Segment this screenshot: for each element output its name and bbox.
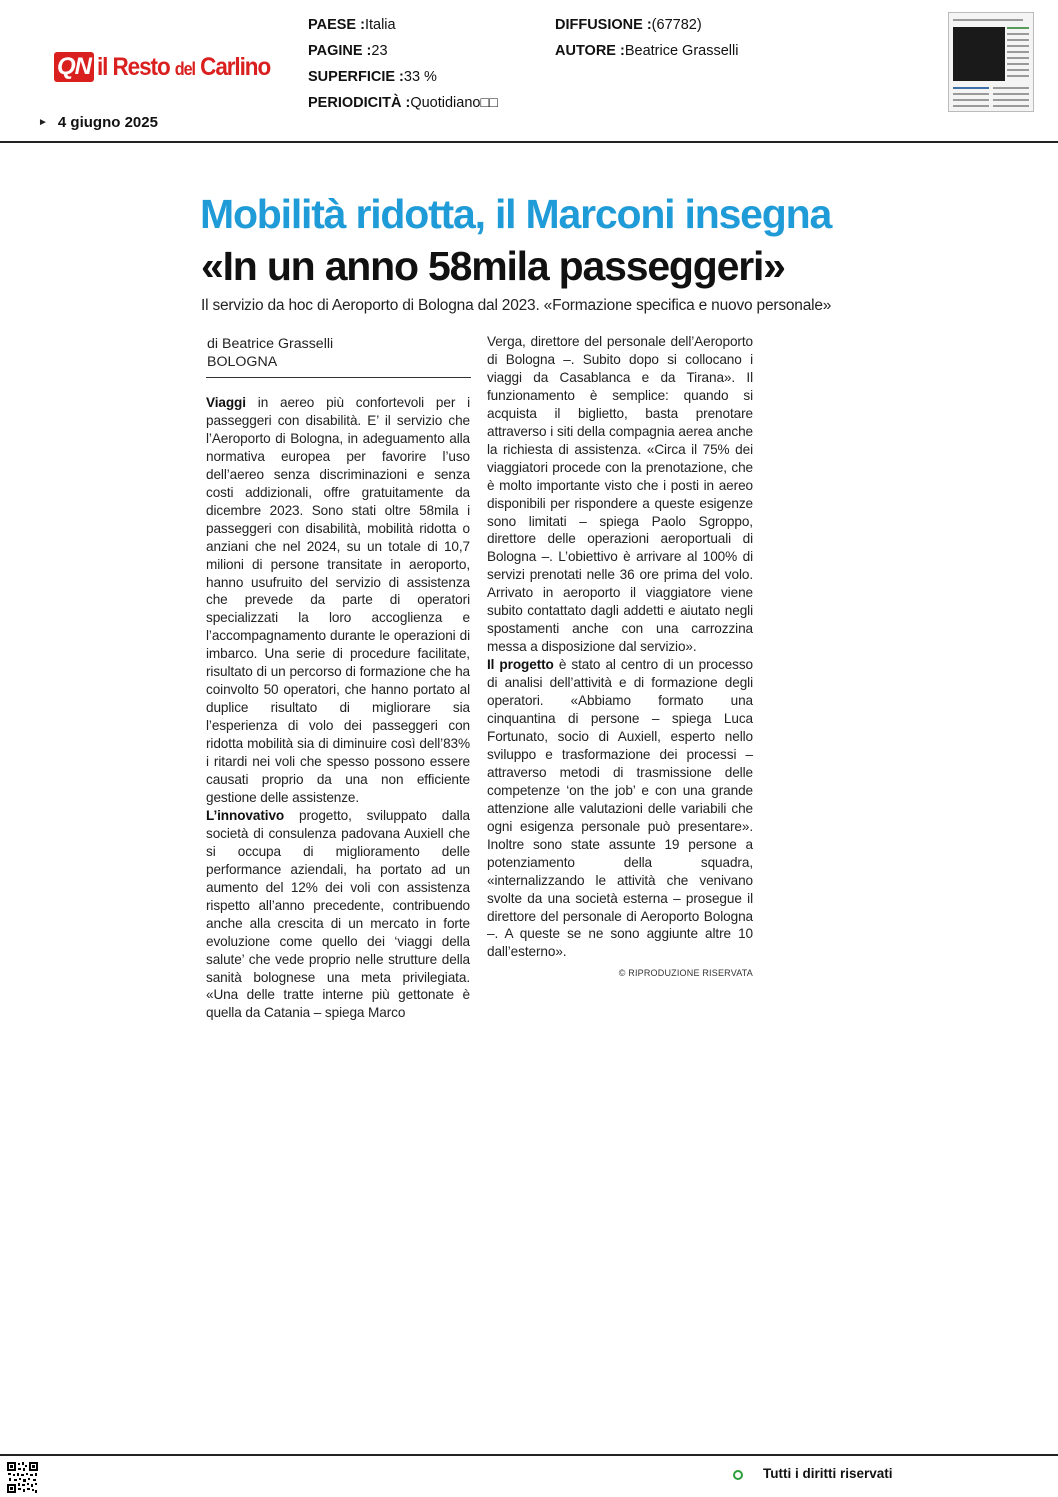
byline-divider	[206, 377, 471, 378]
page-thumbnail	[948, 12, 1034, 112]
newspaper-logo	[54, 50, 289, 84]
meta-periodicita: PERIODICITÀ :Quotidiano□□	[308, 95, 498, 111]
paragraph: Il progetto è stato al centro di un processo di analisi dell’attività e di formazione degli operatori. «Abbiamo formato una cinquantina di persone – spiega Luca Fortunato, socio di Auxiell, esperto nello sviluppo e trasformazione dei processi – attraverso metodi di trasmissione delle competenze ‘on the job’ e con una grande attenzione alle valutazioni delle variabili che ogni esigenza personale può presentare». Inoltre sono state assunte 19 persone a potenziamento della squadra, «internalizzando le attività che venivano svolte da una società esterna – prosegue il direttore del personale di Aeroporto Bologna –. A queste se ne sono aggiunte altre 10 dall’esterno».	[487, 657, 753, 960]
article-subtitle: Il servizio da hoc di Aeroporto di Bologna dal 2023. «Formazione specifica e nuovo personale»	[201, 297, 832, 314]
byline-author: di Beatrice Grasselli	[207, 336, 334, 352]
byline	[207, 335, 333, 371]
meta-superficie: SUPERFICIE :33 %	[308, 69, 437, 85]
arrow-right-icon: ►	[38, 117, 48, 128]
meta-pagine: PAGINE :23	[308, 43, 388, 59]
footer-rights: Tutti i diritti riservati	[763, 1466, 893, 1481]
publication-date	[38, 114, 158, 131]
headline-primary: Mobilità ridotta, il Marconi insegna	[200, 191, 832, 237]
headline-secondary: «In un anno 58mila passeggeri»	[201, 243, 785, 289]
date-text: 4 giugno 2025	[57, 114, 158, 131]
header-divider	[0, 141, 1058, 143]
meta-diffusione: DIFFUSIONE :(67782)	[555, 17, 702, 33]
article-column-right	[487, 333, 753, 983]
paragraph: L’innovativo progetto, sviluppato dalla società di consulenza padovana Auxiell che si occupa di miglioramento delle performance aziendali, ha portato ad un aumento del 12% dei voli con assistenza rispetto all’anno precedente, contribuendo anche alla crescita di un mercato in forte evoluzione come quello dei ‘viaggi della salute’ che vede proprio nelle strutture della sanità bolognese una meta privilegiata. «Una delle tratte interne più gettonate è quella da Catania – spiega Marco	[206, 807, 470, 1021]
logo-name: il Resto del Carlino	[97, 52, 271, 81]
logo-qn-badge: QN	[54, 52, 94, 82]
meta-autore: AUTORE :Beatrice Grasselli	[555, 43, 739, 59]
qr-code-icon	[6, 1461, 39, 1494]
byline-place: BOLOGNA	[207, 354, 278, 370]
paragraph: Viaggi in aereo più confortevoli per i passeggeri con disabilità. E’ il servizio che l’Aeroporto di Bologna, in adeguamento alla normativa europea per favorire l’uso dell’aereo senza discriminazioni e senza costi addizionali, offre gratuitamente da dicembre 2023. Sono stati oltre 58mila i passeggeri con disabilità, mobilità ridotta o anziani che nel 2024, su un totale di 10,7 milioni di persone transitate in aeroporto, hanno usufruito del servizio di assistenza che prevede da parte di operatori specializzati la loro accoglienza e l’accompagnamento durante le operazioni di imbarco. Una serie di procedure facilitate, risultato di un percorso di formazione che ha coinvolto 50 operatori, che hanno portato al duplice risultato di migliorare sia l’esperienza di volo dei passeggeri con ridotta mobilità sia di diminuire così dell’83% i ritardi nei voli che spesso possono essere causati proprio da una non efficiente gestione delle assistenze.	[206, 395, 470, 805]
footer-divider	[0, 1454, 1058, 1456]
article-column-left	[206, 394, 470, 1022]
status-circle-icon	[733, 1470, 743, 1480]
copyright-notice: © RIPRODUZIONE RISERVATA	[618, 968, 753, 979]
paragraph: Verga, direttore del personale dell’Aeroporto di Bologna –. Subito dopo si collocano i viaggi da Casablanca e da Tirana». Il funzionamento è semplice: quando si acquista il biglietto, basta prenotare attraverso i siti della compagnia aerea anche la richiesta di assistenza. «Circa il 75% dei viaggiatori procede con la prenotazione, che è molto importante visto che i posti in aereo disponibili per rispondere a queste esigenze sono limitati – spiega Paolo Sgroppo, direttore delle operazioni aeroportuali di Bologna –. L’obiettivo è arrivare al 100% di servizi prenotati nelle 36 ore prima del volo. Arrivato in aeroporto il viaggiatore viene subito contattato dagli addetti e aiutato negli spostamenti anche con una carrozzina messa a disposizione dal servizio».	[487, 334, 753, 655]
meta-paese: PAESE :Italia	[308, 17, 396, 33]
